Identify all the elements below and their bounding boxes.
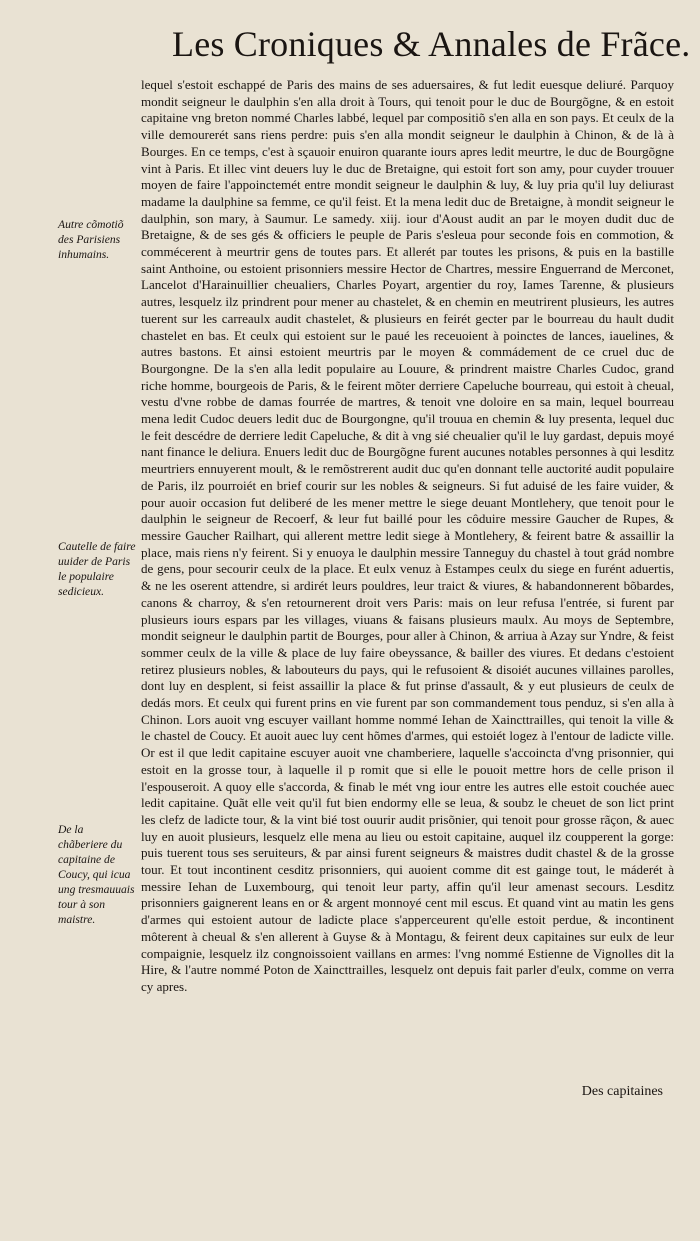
running-header: Les Croniques & Annales de Frãce. [172,24,691,64]
catchword: Des capitaines [581,1084,663,1099]
body-paragraph: lequel s'estoit eschappé de Paris des mains de ses aduersaires, & fut ledit euesque deliuré. Parquoy mondit seigneur le daulphin s'en alla droit à Tours, qui tenoit pour le duc de Bourgõgne, & en estoit capitaine vng breton nommé Charles labbé, lequel par compositiõ s'en alla en son pays. Et ceulx de la ville demourerét sans riens perdre: puis s'en alla mondit seigneur le daulphin à Chinon, & de là à Bourges. En ce temps, c'est à sçauoir enuiron quarante iours apres ledit meurtre, le duc de Bourgõgne vint à Paris. Et illec vint deuers luy le duc de Bretaigne, qui estoit fort son amy, pour cuyder trouuer moyen de faire l'appoinctemét entre mondit seigneur le daulphin & luy, & luy pria qu'il luy deliurast madame la daulphine sa femme, ce qu'il feist. Et la mena ledit duc de Bretaigne, à mondit seigneur le daulphin, son mary, à Saumur. Le samedy. xiij. iour d'Aoust audit an par le moyen dudit duc de Bretaigne, & de ses gés & officiers le peuple de Paris s'esleua pour seconde fois en commotion, & commécerent à meurtrir gens de toutes pars. Et allerét par toutes les prisons, & puis en la bastille saint Anthoine, ou estoient prisonniers messire Hector de Chartres, messire Enguerrand de Merconet, Lancelot d'Harainuillier cheualiers, Charles Poyart, argentier du roy, Iames Tarenne, & plusieurs autres, lesquelz ilz prindrent pour mener au chastelet, & en chemin en meutrirent plusieurs, les autres tuerent sur les carreaulx audit chastelet, & plusieurs en feirét gecter par le bourreau du hault dudit chastelet en bas. Et ceulx qui estoient sur le paué les receuoient à poinctes de lances, iauelines, & autres bastons. Et ainsi estoient meurtris par le moyen & commádement de ce cruel duc de Bourgongne. De la s'en alla ledit populaire au Louure, & prindrent maistre Charles Cudoc, grand riche homme, bourgeois de Paris, & le feirent mõter derriere Capeluche bourreau, qui estoit à cheual, vestu d'vne robbe de damas fourrée de martres, & tenoit vne doloire en sa main, lequel bourreau mena ledit Cudoc deuers ledit duc de Bourgongne, qu'il trouua en chemin & luy presenta, lequel duc le feit descédre de derriere ledit Capeluche, & dit à vng sié cheualier qu'il le luy gardast, depuis moyé nant finance le deliura. Enuers ledit duc de Bourgõgne furent aucunes notables personnes à qui lesditz meurtriers ennuyerent moult, & le remõstrerent audit duc qu'en donnant telle auctorité audit populaire de Paris, ilz pourroiét en brief courir sur les nobles & seigneurs. Si fut aduisé de les faire vuider, & pour auoir occasion fut deliberé de les mener mettre le siege deuant Montlehery, que tenoit pour le daulphin le seigneur de Recoerf, & leur fut baillé pour les côduire messire Gaucher de Rupes, & messire Gaucher Railhart, qui allerent mettre ledit siege à Montlehery, & feirent batre & assaillir la place, mais riens n'y feirent. Si y enuoya le daulphin messire Tanneguy du chastel à tout grád nombre de gens, pour secourir ceulx de la place. Et eulx venuz à Estampes ceulx du siege en furént aduertis, & ne les oserent attendre, si ardirét leurs pouldres, leur traict & viures, & habandonnerent bõbardes, canons & charroy, & s'en retournerent droit vers Paris: mais on leur refusa l'entrée, si furent par plusieurs iours espars par les villages, viuans & faisans plusieurs maulx. Au moys de Septembre, mondit seigneur le daulphin partit de Bourges, pour aller à Chinon, & arriua à Azay sur Yndre, & feist sommer ceulx de la ville & place de luy faire obeyssance, & bailler des viures. Et dedans c'estoient retirez plusieurs nobles, & labouteurs du pays, qui le refusoient & disoiét aucunes villaines parolles, dont luy en desplent, si feist assaillir la place & fut prinse d'assault, & y eut plusieurs de ceulx de dedás mors. Et ceulx qui furent prins en vie furent par son commandement tous penduz, si s'en alla à Chinon. Lors auoit vng escuyer vaillant homme nommé Iehan de Xaincttrailles, qui tenoit la ville & le chastel de Coucy. Et auoit auec luy cent hõmes d'armes, qui estoiét logez à l'entour de ladicte ville. Or est il que ledit capitaine escuyer auoit vne chamberiere, laquelle s'accoincta d'vng prisonnier, qui estoit en la grosse tour, à laquelle il p romit que si elle le pouoit mettre hors de celle prison il l'espouseroit. A quoy elle s'accorda, & finab le mét vng iour entre les autres elle estoit couchée auec ledit capitaine. Quãt elle veit qu'il fut bien endormy elle se leua, & soubz le cheuet de son lict print les clefz de ladicte tour, & la vint bié tost ouurir audit prisõnier, qui tenoit pour grosse rãçon, & auec luy en auoit plusieurs, lesquelz elle mena au lieu ou estoit capitaine, auquel ilz coupperent la gorge: puis tuerent tous ses seruiteurs, & par ainsi furent seigneurs & maistres dudit chastel & de la grosse tour. Et tout incontinent cesditz prisonniers, qui auoient comme dit est gainge tout, le máderét à messire Iehan de Luxembourg, qui tenoit leur party, affin qu'il leur amenast secours. Lesditz prisonniers gaignerent leans en or & argent monnoyé cent mil escus. Et quand vint au matin les gens d'armes qui estoient autour de ladicte place s'apperceurent qu'elle estoit perdue, & incontinent môterent à cheual & s'en allerent à Guyse & à Montagu, & feirent deux capitaines sur eulx de leur compaignie, lesquelz ilz congnoissoient vaillans en armes: l'vng nommé Estienne de Vignolles dit la Hire, & l'autre nommé Poton de Xaincttrailles, lesquelz ont depuis fait parler d'eulx, comme on verra cy apres. [141,77,674,994]
margin-note-commotion: Autre cõmotiõ des Parisiens inhumains. [58,218,124,261]
main-text-block [141,77,674,996]
margin-note-chamberiere: De la chãberiere du capitaine de Coucy, qui icua ung tresmauuais tour à son maistre. [58,823,135,926]
margin-note-cautelle: Cautelle de faire uuider de Paris le populaire sedicieux. [58,540,136,598]
